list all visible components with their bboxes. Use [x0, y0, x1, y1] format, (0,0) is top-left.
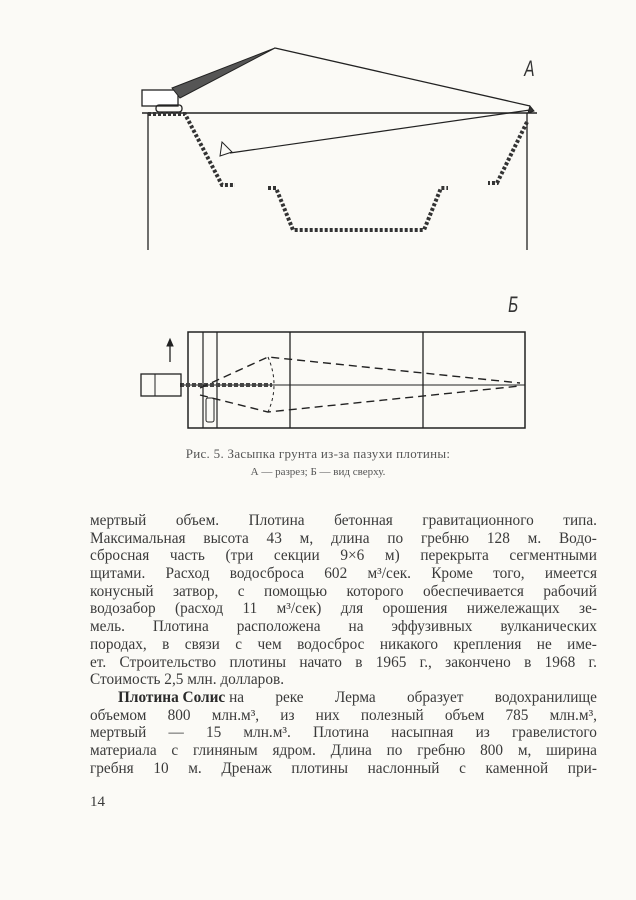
figure-caption-legend: А — разрез; Б — вид сверху.	[250, 466, 386, 478]
word: не	[536, 635, 552, 653]
word: Строительство	[119, 653, 217, 671]
word: перекрыта	[420, 547, 489, 565]
word: г.	[588, 653, 597, 671]
word: мертвый	[90, 724, 147, 742]
dam-name-bold: Плотина Солис	[118, 688, 226, 706]
word: м.	[527, 529, 542, 547]
text-line	[90, 654, 597, 672]
word: мель.	[90, 618, 125, 636]
word: 785	[505, 706, 529, 724]
word: мертвый	[90, 512, 147, 529]
word: Дренаж	[221, 759, 272, 777]
label-b: Б	[508, 292, 519, 317]
word: Расход	[165, 565, 210, 583]
word: сегментными	[509, 547, 597, 565]
word: г.,	[419, 653, 432, 671]
word: Максимальная	[90, 529, 186, 547]
word: объем.	[175, 512, 220, 529]
word: породах,	[90, 635, 147, 653]
word: секции	[273, 547, 320, 565]
word: каменной	[485, 759, 549, 777]
word: м)	[384, 547, 400, 565]
word: с	[171, 741, 179, 759]
label-a: А	[524, 56, 535, 81]
word: образует	[406, 688, 464, 706]
word: с	[459, 759, 466, 777]
word: м³/сек.	[367, 565, 411, 583]
word: чем	[257, 635, 282, 653]
word: 15	[205, 724, 222, 742]
word: 9×6	[340, 547, 365, 565]
word: материала	[90, 741, 157, 759]
word: водосброса	[229, 565, 305, 583]
word: по	[386, 741, 403, 759]
word: щитами.	[90, 565, 146, 583]
word: объемом	[90, 706, 147, 724]
word: плотины	[229, 653, 287, 671]
word: в	[355, 653, 363, 671]
word: с	[235, 635, 243, 653]
word: име-	[567, 635, 597, 653]
text-line	[90, 760, 597, 778]
word: 10	[153, 759, 169, 777]
word: сбросная	[90, 547, 150, 565]
word: вулканических	[500, 618, 597, 636]
word: нижележащих	[466, 600, 560, 618]
word: из	[280, 706, 295, 724]
word: объем	[444, 706, 485, 724]
text-line	[90, 565, 597, 583]
word: затвор,	[173, 582, 219, 600]
word: расположена	[236, 618, 321, 636]
word: них	[315, 706, 340, 724]
word: 11	[242, 600, 258, 618]
word: на	[229, 688, 245, 706]
text-line: Стоимость 2,5 млн. долларов.	[90, 671, 285, 689]
word: при-	[567, 759, 597, 777]
word: начато	[299, 653, 342, 671]
figure-5-diagram	[0, 0, 636, 440]
text-line	[90, 530, 597, 548]
word: в	[524, 653, 532, 671]
word: глиняным	[193, 741, 258, 759]
word: водохранилище	[494, 688, 597, 706]
word: на	[348, 618, 364, 636]
word: закончено	[445, 653, 511, 671]
word: высота	[203, 529, 249, 547]
word: 1968	[544, 653, 576, 671]
word: обеспечивается	[423, 582, 524, 600]
word: млн.м³,	[211, 706, 260, 724]
section-view-a	[142, 48, 537, 250]
paragraph-2	[90, 707, 597, 778]
text-line	[90, 618, 597, 636]
word: никакого	[379, 635, 439, 653]
word: с	[237, 582, 245, 600]
word: насыпная	[391, 724, 454, 742]
word: 43	[266, 529, 282, 547]
word: гравитационного	[422, 512, 534, 529]
word: орошения	[382, 600, 448, 618]
paragraph-2-first-line-rest	[229, 689, 597, 707]
word: м,	[299, 529, 314, 547]
text-line	[90, 724, 597, 742]
word: водосброс	[297, 635, 365, 653]
word: Лерма	[334, 688, 376, 706]
word: 800	[167, 706, 191, 724]
word: Плотина	[313, 724, 369, 742]
text-line	[90, 707, 597, 725]
text-line	[90, 547, 597, 565]
word: —	[168, 724, 184, 742]
word: (расход	[175, 600, 224, 618]
word: эффузивных	[391, 618, 473, 636]
word: часть	[169, 547, 205, 565]
word: млн.м³.	[243, 724, 291, 742]
word: ширина	[546, 741, 597, 759]
paragraph-2-first-line	[90, 689, 597, 707]
truck-icon	[141, 374, 181, 396]
word: гребня	[90, 759, 134, 777]
word: м.	[188, 759, 202, 777]
word: гравелистого	[511, 724, 597, 742]
word: млн.м³,	[549, 706, 597, 724]
word: крепления	[453, 635, 522, 653]
word: 800	[480, 741, 504, 759]
word: м³/сек)	[276, 600, 322, 618]
text-line	[90, 512, 597, 530]
word: в	[162, 635, 170, 653]
word: Плотина	[248, 512, 305, 529]
word: ядром.	[272, 741, 316, 759]
word: 128	[486, 529, 510, 547]
word: связи	[184, 635, 220, 653]
text-line	[90, 636, 597, 654]
word: зе-	[579, 600, 597, 618]
word: Плотина	[152, 618, 209, 636]
word: 1965	[375, 653, 407, 671]
text-line	[90, 583, 597, 601]
word: реке	[275, 688, 304, 706]
word: наслонный	[367, 759, 440, 777]
word: из	[475, 724, 490, 742]
paragraph-1	[90, 512, 597, 689]
word: по	[387, 529, 404, 547]
word: 602	[324, 565, 348, 583]
body-text	[90, 512, 597, 777]
word: плотины	[291, 759, 348, 777]
word: длина	[330, 529, 370, 547]
word: имеется	[544, 565, 597, 583]
word: водозабор	[90, 600, 156, 618]
word: гребню	[417, 741, 466, 759]
word: м,	[517, 741, 532, 759]
text-line	[90, 742, 597, 760]
word: конусный	[90, 582, 154, 600]
direction-arrow-icon	[167, 339, 173, 362]
word: (три	[225, 547, 254, 565]
word: бетонная	[334, 512, 393, 529]
figure-caption: Рис. 5. Засыпка грунта из-за пазухи плотины:	[185, 446, 451, 461]
top-view-b	[141, 332, 525, 428]
word: Водо-	[558, 529, 597, 547]
page-number: 14	[90, 794, 105, 810]
word: гребню	[420, 529, 470, 547]
word: типа.	[563, 512, 597, 529]
word: полезный	[360, 706, 424, 724]
text-line	[90, 600, 597, 618]
excavator-icon	[142, 48, 275, 112]
word: которого	[346, 582, 404, 600]
word: для	[340, 600, 364, 618]
word: того,	[493, 565, 525, 583]
word: ет.	[90, 653, 107, 671]
word: Длина	[330, 741, 372, 759]
word: помощью	[264, 582, 328, 600]
word: рабочий	[543, 582, 597, 600]
word: Кроме	[431, 565, 473, 583]
